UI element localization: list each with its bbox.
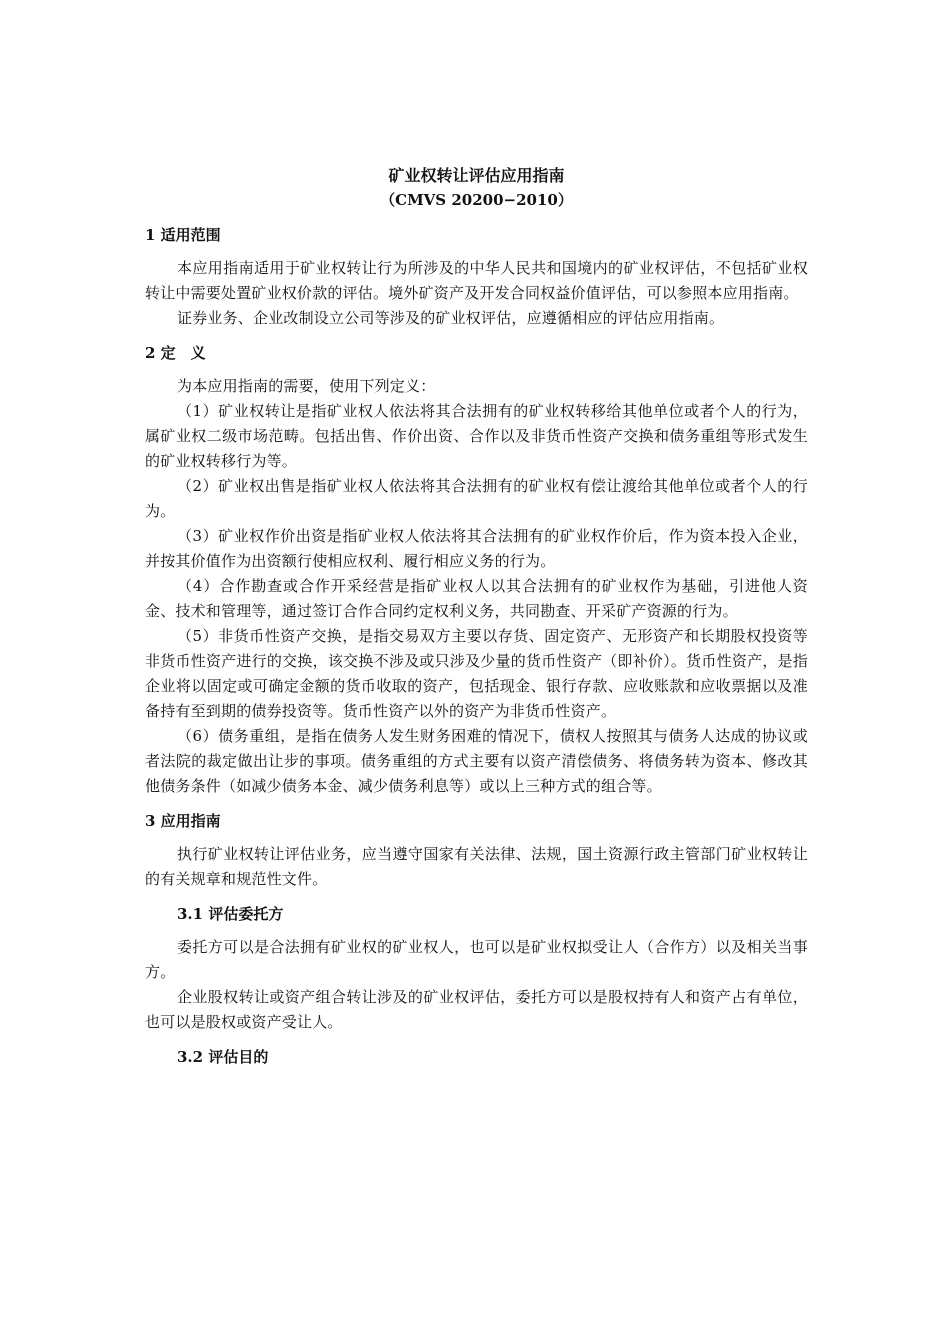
document-subtitle: （CMVS 20200−2010） [380, 191, 573, 209]
section-3-2-heading: 3.2 评估目的 [177, 1048, 269, 1066]
section-3-heading: 3 应用指南 [145, 812, 221, 830]
document-body [145, 163, 808, 1078]
definition-2: （2）矿业权出售是指矿业权人依法将其合法拥有的矿业权有偿让渡给其他单位或者个人的行为。 [145, 477, 808, 520]
section-3-paragraph-1: 执行矿业权转让评估业务，应当遵守国家有关法律、法规，国土资源行政主管部门矿业权转让的有关规章和规范性文件。 [145, 845, 808, 888]
definition-1: （1）矿业权转让是指矿业权人依法将其合法拥有的矿业权转移给其他单位或者个人的行为，属矿业权二级市场范畴。包括出售、作价出资、合作以及非货币性资产交换和债务重组等形式发生的矿业权转移行为等。 [145, 402, 808, 470]
section-1-heading: 1 适用范围 [145, 226, 221, 244]
definition-4: （4）合作勘查或合作开采经营是指矿业权人以其合法拥有的矿业权作为基础，引进他人资金、技术和管理等，通过签订合作合同约定权利义务，共同勘查、开采矿产资源的行为。 [145, 577, 808, 620]
section-1-paragraph-1: 本应用指南适用于矿业权转让行为所涉及的中华人民共和国境内的矿业权评估，不包括矿业权转让中需要处置矿业权价款的评估。境外矿资产及开发合同权益价值评估，可以参照本应用指南。 [145, 259, 808, 302]
document-title: 矿业权转让评估应用指南 [388, 166, 565, 185]
section-3-1-paragraph-1: 委托方可以是合法拥有矿业权的矿业权人，也可以是矿业权拟受让人（合作方）以及相关当事方。 [145, 938, 808, 981]
section-3-1-paragraph-2: 企业股权转让或资产组合转让涉及的矿业权评估，委托方可以是股权持有人和资产占有单位，也可以是股权或资产受让人。 [145, 988, 808, 1031]
definition-5: （5）非货币性资产交换，是指交易双方主要以存货、固定资产、无形资产和长期股权投资等非货币性资产进行的交换，该交换不涉及或只涉及少量的货币性资产（即补价）。货币性资产，是指企业将以固定或可确定金额的货币收取的资产，包括现金、银行存款、应收账款和应收票据以及准备持有至到期的债券投资等。货币性资产以外的资产为非货币性资产。 [145, 627, 808, 720]
definition-6: （6）债务重组，是指在债务人发生财务困难的情况下，债权人按照其与债务人达成的协议或者法院的裁定做出让步的事项。债务重组的方式主要有以资产清偿债务、将债务转为资本、修改其他债务条件（如减少债务本金、减少债务利息等）或以上三种方式的组合等。 [145, 727, 808, 795]
definition-3: （3）矿业权作价出资是指矿业权人依法将其合法拥有的矿业权作价后，作为资本投入企业，并按其价值作为出资额行使相应权利、履行相应义务的行为。 [145, 527, 808, 570]
section-3-1-heading: 3.1 评估委托方 [177, 905, 284, 923]
section-1-paragraph-2: 证券业务、企业改制设立公司等涉及的矿业权评估，应遵循相应的评估应用指南。 [177, 309, 725, 327]
section-2-heading: 2 定 义 [145, 344, 206, 362]
section-2-intro: 为本应用指南的需要，使用下列定义： [177, 377, 436, 395]
